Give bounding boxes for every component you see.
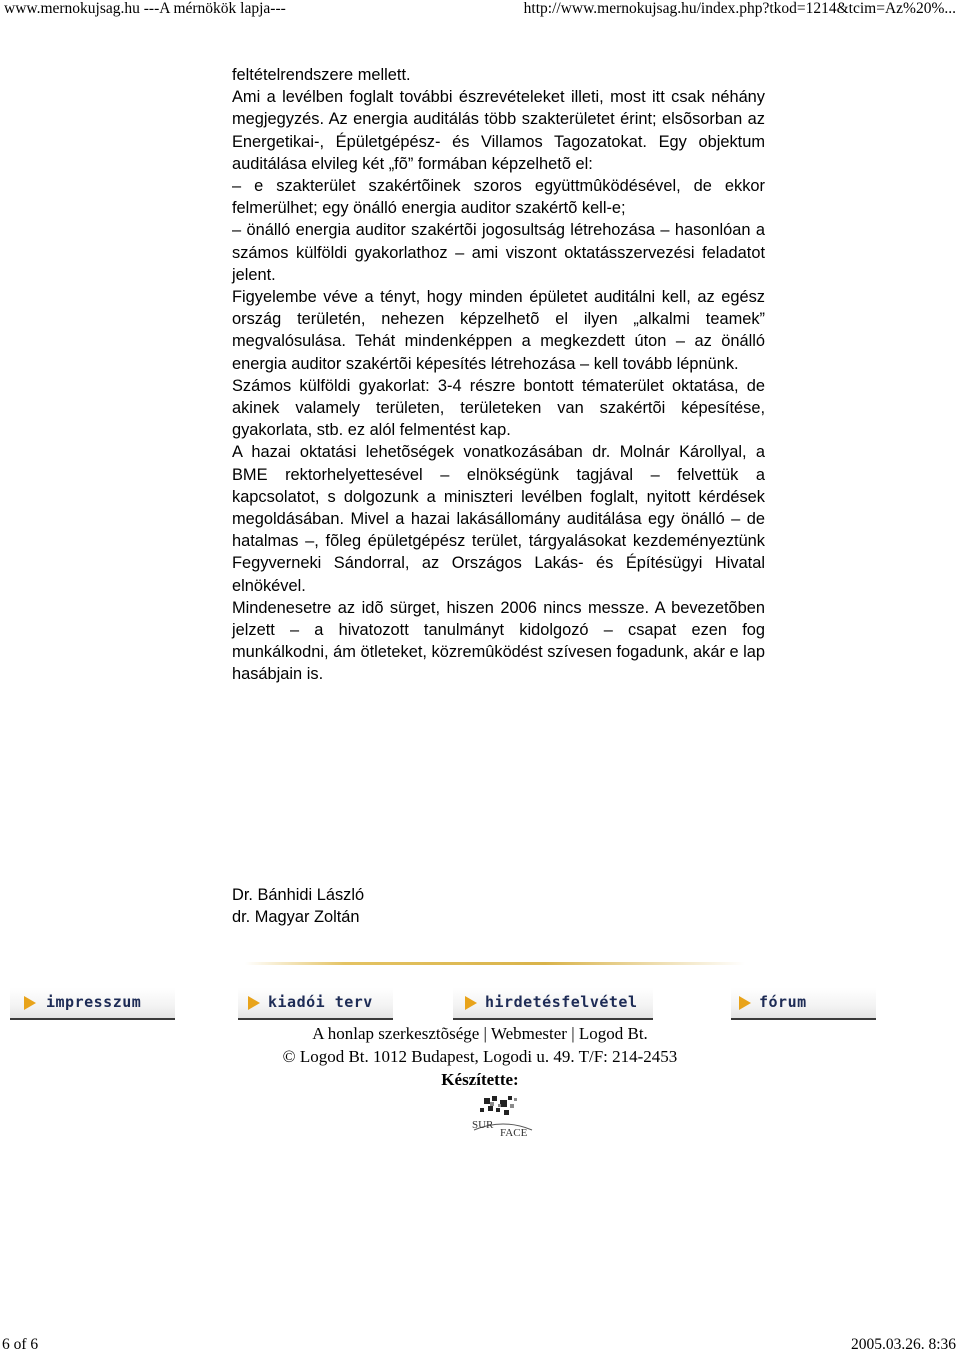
article-paragraph: Figyelembe véve a tényt, hogy minden épületet auditálni kell, az egész ország területén, nehezen képzelhetõ el ilyen „alkalmi teamek” megvalósulása. Tehát mindenképpen a megkezdett úton – az önálló energia auditor szakértõi képesítés létrehozása – kell tovább lépnünk. <box>232 288 765 373</box>
article-paragraph: – e szakterület szakértõinek szoros együttmûködésével, de ekkor felmerülhet; egy önálló energia auditor szakértõ kell-e; <box>232 177 765 218</box>
footer-made-by: Készítette: <box>441 1070 519 1089</box>
article-paragraph: Ami a levélben foglalt további észrevételeket illeti, most itt csak néhány megjegyzés. Az energia auditálás több szakterületet érint; elsõsorban az Energetikai-, Épületgépész- és Villamos Tagozatokat. Egy objektum auditálása elvileg két „fõ” formában képzelhetõ el: <box>232 88 765 173</box>
nav-button-label: impresszum <box>46 993 142 1011</box>
nav-button-label: fórum <box>759 993 807 1011</box>
article-paragraph: – önálló energia auditor szakértõi jogosultság létrehozása – hasonlóan a számos külföldi gyakorlathoz – ami viszont oktatásszervezési feladatot jelent. <box>232 221 765 284</box>
svg-text:SUR: SUR <box>472 1119 494 1131</box>
article-body <box>232 64 765 686</box>
nav-button-hirdetesfelvetel[interactable] <box>453 988 653 1020</box>
browser-header-site-title: www.mernokujsag.hu ---A mérnökök lapja--- <box>4 0 286 17</box>
arrow-icon <box>24 996 36 1010</box>
page-number: 6 of 6 <box>2 1336 39 1353</box>
article-paragraph: feltételrendszere mellett. <box>232 66 411 84</box>
nav-button-kiadoi-terv[interactable] <box>238 988 393 1020</box>
nav-button-forum[interactable] <box>731 988 876 1020</box>
footer-copyright: © Logod Bt. 1012 Budapest, Logodi u. 49. T/F: 214-2453 <box>282 1047 678 1066</box>
article-paragraph: Mindenesetre az idõ sürget, hiszen 2006 nincs messze. A bevezetõben jelzett – a hivatozott tanulmányt kidolgozó – csapat ezen fog munkálkodni, ám ötleteket, közremûködést szívesen fogadunk, akár e lap hasábjain is. <box>232 598 765 684</box>
print-datetime: 2005.03.26. 8:36 <box>850 1336 956 1353</box>
arrow-icon <box>465 996 477 1010</box>
author-signatures <box>232 884 364 928</box>
nav-button-label: hirdetésfelvétel <box>485 993 638 1011</box>
svg-text:FACE: FACE <box>500 1127 528 1138</box>
footer-links[interactable]: A honlap szerkesztõsége | Webmester | Logod Bt. <box>312 1024 648 1043</box>
nav-button-label: kiadói terv <box>268 993 373 1011</box>
nav-button-impresszum[interactable] <box>10 988 175 1020</box>
author-name: dr. Magyar Zoltán <box>232 908 360 927</box>
site-footer <box>0 1022 960 1091</box>
browser-header-url: http://www.mernokujsag.hu/index.php?tkod=1214&tcim=Az%20%... <box>523 0 956 17</box>
article-paragraph: Számos külföldi gyakorlat: 3-4 részre bontott tématerület oktatása, de akinek valamely területen, területeken van szakértõi képesítése, gyakorlata, stb. ez alól felmentést kap. <box>232 376 765 440</box>
author-name: Dr. Bánhidi László <box>232 886 365 904</box>
decorative-divider <box>245 962 745 965</box>
surface-logo[interactable] <box>470 1094 536 1138</box>
arrow-icon <box>739 996 751 1010</box>
arrow-icon <box>248 996 260 1010</box>
article-paragraph: A hazai oktatási lehetõségek vonatkozásában dr. Molnár Károllyal, a BME rektorhelyettesével – elnökségünk tagjával – felvettük a kapcsolatot, s dolgozunk a miniszteri levélben foglalt, nyitott kérdések megoldásában. Mivel a hazai lakásállomány auditálása egy önálló – de hatalmas –, fõleg épületgépész terület, tárgyalásokat kezdeményeztünk Fegyverneki Sándorral, az Országos Lakás- és Építésügyi Hivatal elnökével. <box>232 443 765 595</box>
